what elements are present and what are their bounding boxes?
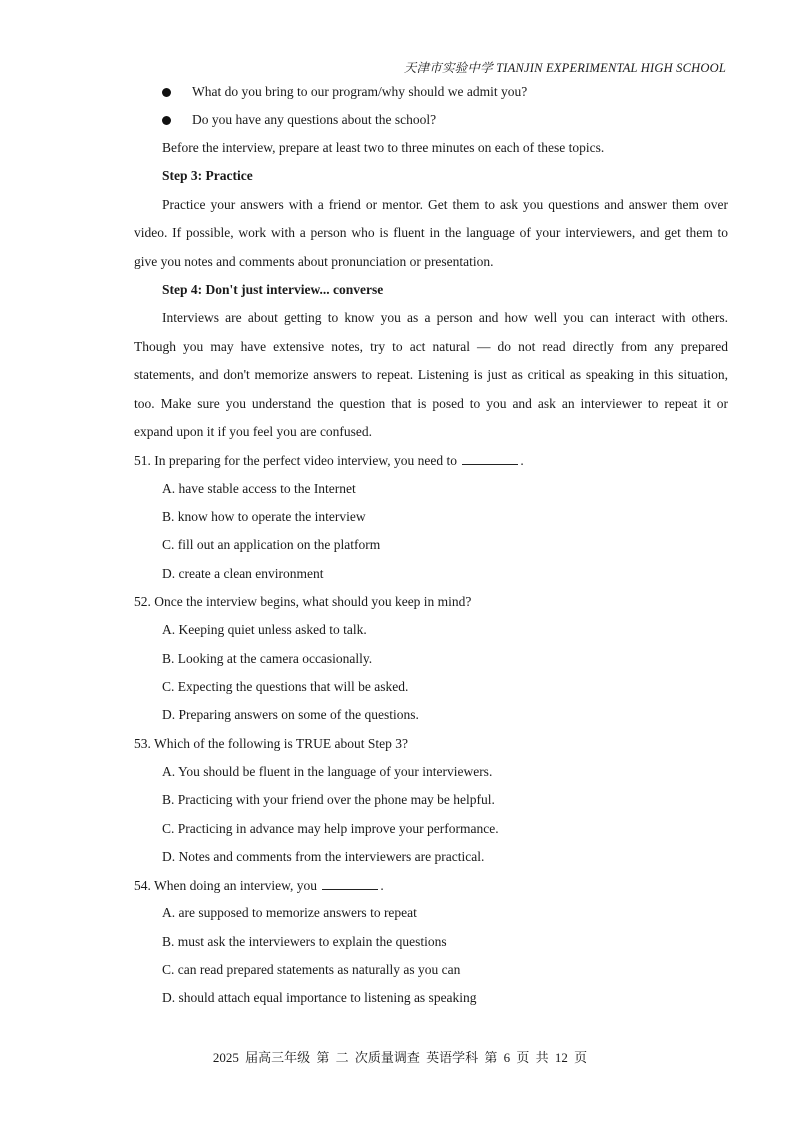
question-stem: 51. In preparing for the perfect video interview, you need to	[134, 453, 458, 468]
step4-line: statements, and don't memorize answers to repeat. Listening is just as critical as speaking in this situation,	[134, 367, 728, 382]
bullet-text: Do you have any questions about the school?	[192, 112, 437, 127]
step3-line: give you notes and comments about pronunciation or presentation.	[134, 254, 494, 269]
step4-heading: Step 4: Don't just interview... converse	[162, 282, 384, 297]
option-a: A. You should be fluent in the language of your interviewers.	[162, 764, 493, 779]
option-c: C. Practicing in advance may help improve your performance.	[162, 821, 499, 836]
step3-line: Practice your answers with a friend or mentor. Get them to ask you questions and answer them over	[162, 197, 728, 212]
question-54	[134, 877, 384, 894]
step3-heading: Step 3: Practice	[162, 168, 253, 183]
option-d: D. should attach equal importance to listening as speaking	[162, 990, 477, 1005]
question-52	[134, 594, 471, 610]
option-c: C. fill out an application on the platform	[162, 537, 381, 552]
option-d: D. Preparing answers on some of the questions.	[162, 707, 419, 722]
question-stem-end: .	[520, 453, 524, 468]
question-stem: 53. Which of the following is TRUE about Step 3?	[134, 736, 408, 751]
question-51	[134, 452, 524, 469]
option-a: A. are supposed to memorize answers to repeat	[162, 905, 417, 920]
option-b: B. Looking at the camera occasionally.	[162, 651, 373, 666]
option-a: A. have stable access to the Internet	[162, 481, 356, 496]
option-b: B. know how to operate the interview	[162, 509, 366, 524]
answer-blank	[462, 452, 518, 465]
prep-note: Before the interview, prepare at least two to three minutes on each of these topics.	[162, 140, 605, 155]
option-b: B. Practicing with your friend over the phone may be helpful.	[162, 792, 495, 807]
option-c: C. can read prepared statements as naturally as you can	[162, 962, 461, 977]
question-stem: 52. Once the interview begins, what should you keep in mind?	[134, 594, 472, 609]
step4-line: Though you may have extensive notes, try to act natural — do not read directly from any prepared	[134, 339, 728, 354]
question-stem: 54. When doing an interview, you	[134, 878, 317, 893]
question-53	[134, 736, 408, 752]
option-b: B. must ask the interviewers to explain the questions	[162, 934, 447, 949]
step4-line: too. Make sure you understand the question that is posed to you and ask an interviewer to repeat it or	[134, 396, 728, 411]
answer-blank	[322, 877, 378, 890]
option-c: C. Expecting the questions that will be asked.	[162, 679, 409, 694]
page-footer: 2025 届高三年级 第 二 次质量调查 英语学科 第 6 页 共 12 页	[212, 1050, 588, 1065]
bullet-text: What do you bring to our program/why should we admit you?	[192, 84, 528, 99]
option-d: D. Notes and comments from the interviewers are practical.	[162, 849, 485, 864]
option-d: D. create a clean environment	[162, 566, 324, 581]
option-a: A. Keeping quiet unless asked to talk.	[162, 622, 367, 637]
bullet-dot-icon	[162, 88, 171, 97]
step4-line: expand upon it if you feel you are confused.	[134, 424, 373, 439]
bullet-dot-icon	[162, 116, 171, 125]
step4-line: Interviews are about getting to know you as a person and how well you can interact with others.	[162, 310, 728, 325]
school-header: 天津市实验中学 TIANJIN EXPERIMENTAL HIGH SCHOOL	[403, 61, 726, 75]
step3-line: video. If possible, work with a person who is fluent in the language of your interviewers, and get them to	[134, 225, 728, 240]
question-stem-end: .	[380, 878, 384, 893]
